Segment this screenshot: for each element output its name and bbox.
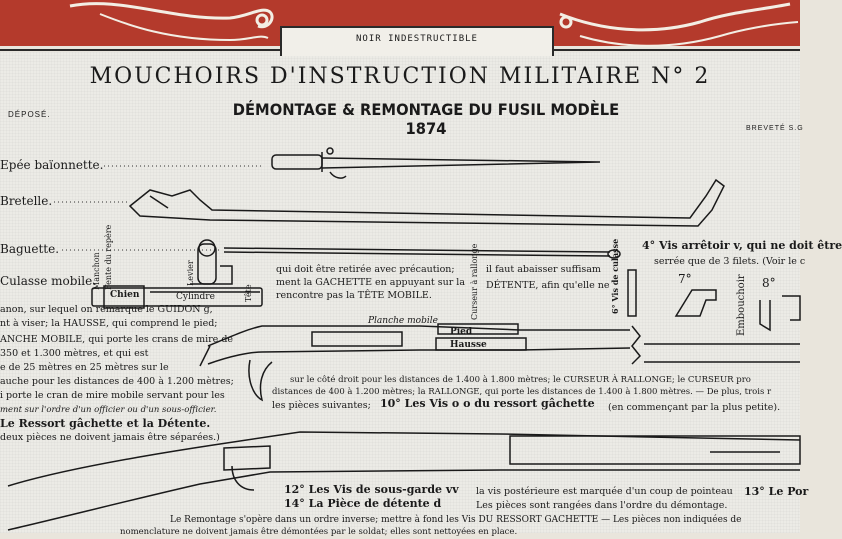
ressort-text-2: deux pièces ne doivent jamais être séparées.): [0, 432, 220, 443]
label-fente: Fente du repère: [104, 224, 113, 290]
bayonet-drawing: [272, 148, 600, 178]
culasse-text-2: ment la GACHETTE en appuyant sur la: [276, 277, 465, 288]
depose-mark: DÉPOSÉ.: [8, 110, 51, 119]
remontage-text: Le Remontage s'opère dans un ordre inverse; mettre à fond les Vis DU RESSORT GACHETTE — Les pièces non indiquées de: [170, 515, 742, 525]
brevete-mark: BREVETÉ S.G: [746, 125, 804, 132]
canon-text-1: anon, sur lequel on remarque le GUIDON g,: [0, 304, 213, 315]
label-chien: Chien: [110, 290, 140, 300]
canon-text-6: auche pour les distances de 400 à 1.200 mètres;: [0, 376, 234, 387]
label-8: 8°: [762, 276, 776, 290]
label-7: 7°: [678, 272, 692, 286]
ramrod-drawing: [224, 248, 620, 258]
label-bretelle: Bretelle.: [0, 194, 53, 208]
piece14-text: 14° La Pièce de détente d: [284, 497, 442, 510]
label-levier: Levier: [186, 260, 195, 286]
canon-text-4: 350 et 1.300 mètres, et qui est: [0, 348, 149, 359]
label-epee: Epée baïonnette.: [0, 158, 104, 172]
canon-text-5: e de 25 mètres en 25 mètres sur le: [0, 362, 169, 373]
culasse-text-1: qui doit être retirée avec précaution;: [276, 264, 455, 275]
cote-text-2: distances de 400 à 1.200 mètres; la RALLONGE, qui porte les distances de 1.400 à 1.800 mètres. — De plus, trois r: [272, 387, 772, 397]
noir-label-box: [280, 26, 554, 56]
label-tete: Tête: [244, 284, 253, 302]
vis-arretoir-line1: 4° Vis arrêtoir v, qui ne doit être: [642, 239, 842, 252]
label-curseur: Curseur à rallonge: [470, 243, 479, 320]
canon-text-8: ment sur l'ordre d'un officier ou d'un sous-officier.: [0, 405, 217, 415]
label-planche: Planche mobile: [368, 316, 438, 326]
canon-text-7: i porte le cran de mire mobile servant pour les: [0, 390, 225, 401]
label-cylindre: Cylindre: [176, 292, 215, 302]
canon-text-3: ANCHE MOBILE, qui porte les crans de mire de: [0, 334, 234, 345]
page-title: MOUCHOIRS D'INSTRUCTION MILITAIRE N° 2: [89, 64, 711, 89]
label-manchon: Manchon: [92, 252, 101, 290]
label-vis6: 6° Vis de culasse: [610, 238, 620, 314]
culasse-text-5: DÉTENTE, afin qu'elle ne: [486, 280, 610, 291]
label-embouchoir: Embouchoir: [736, 274, 747, 336]
page-subtitle: DÉMONTAGE & REMONTAGE DU FUSIL MODÈLE 1874: [232, 100, 620, 138]
noir-label: NOIR INDESTRUCTIBLE: [356, 34, 478, 44]
vis12-tail: la vis postérieure est marquée d'un coup de pointeau: [476, 486, 733, 497]
piece14-tail: Les pièces sont rangées dans l'ordre du démontage.: [476, 500, 728, 511]
label-baguette: Baguette.: [0, 242, 60, 256]
vis10-text: 10° Les Vis o o du ressort gâchette: [380, 397, 595, 410]
ressort-text: Le Ressort gâchette et la Détente.: [0, 417, 211, 430]
cote-text-3: les pièces suivantes;: [272, 400, 371, 411]
vis12-text: 12° Les Vis de sous-garde vv: [284, 483, 459, 496]
canon-text-2: nt à viser; la HAUSSE, qui comprend le pied;: [0, 318, 218, 329]
label-pied: Pied: [450, 327, 473, 337]
cote-text-1: sur le côté droit pour les distances de 1.400 à 1.800 mètres; le CURSEUR À RALLONGE; le CURSEUR pro: [290, 375, 751, 385]
label-hausse: Hausse: [450, 340, 487, 350]
vis13-text: 13° Le Por: [744, 485, 809, 498]
vis-arretoir-line2: serrée que de 3 filets. (Voir le c: [654, 256, 806, 267]
remontage-text-2: nomenclature ne doivent jamais être démontées par le soldat; elles sont nettoyées en place.: [120, 527, 518, 537]
label-culasse: Culasse mobile.: [0, 274, 97, 288]
vis10-tail: (en commençant par la plus petite).: [608, 402, 781, 413]
culasse-text-3: rencontre pas la TÊTE MOBILE.: [276, 290, 432, 301]
culasse-text-4: il faut abaisser suffisam: [486, 264, 601, 275]
sling-drawing: [130, 180, 724, 226]
